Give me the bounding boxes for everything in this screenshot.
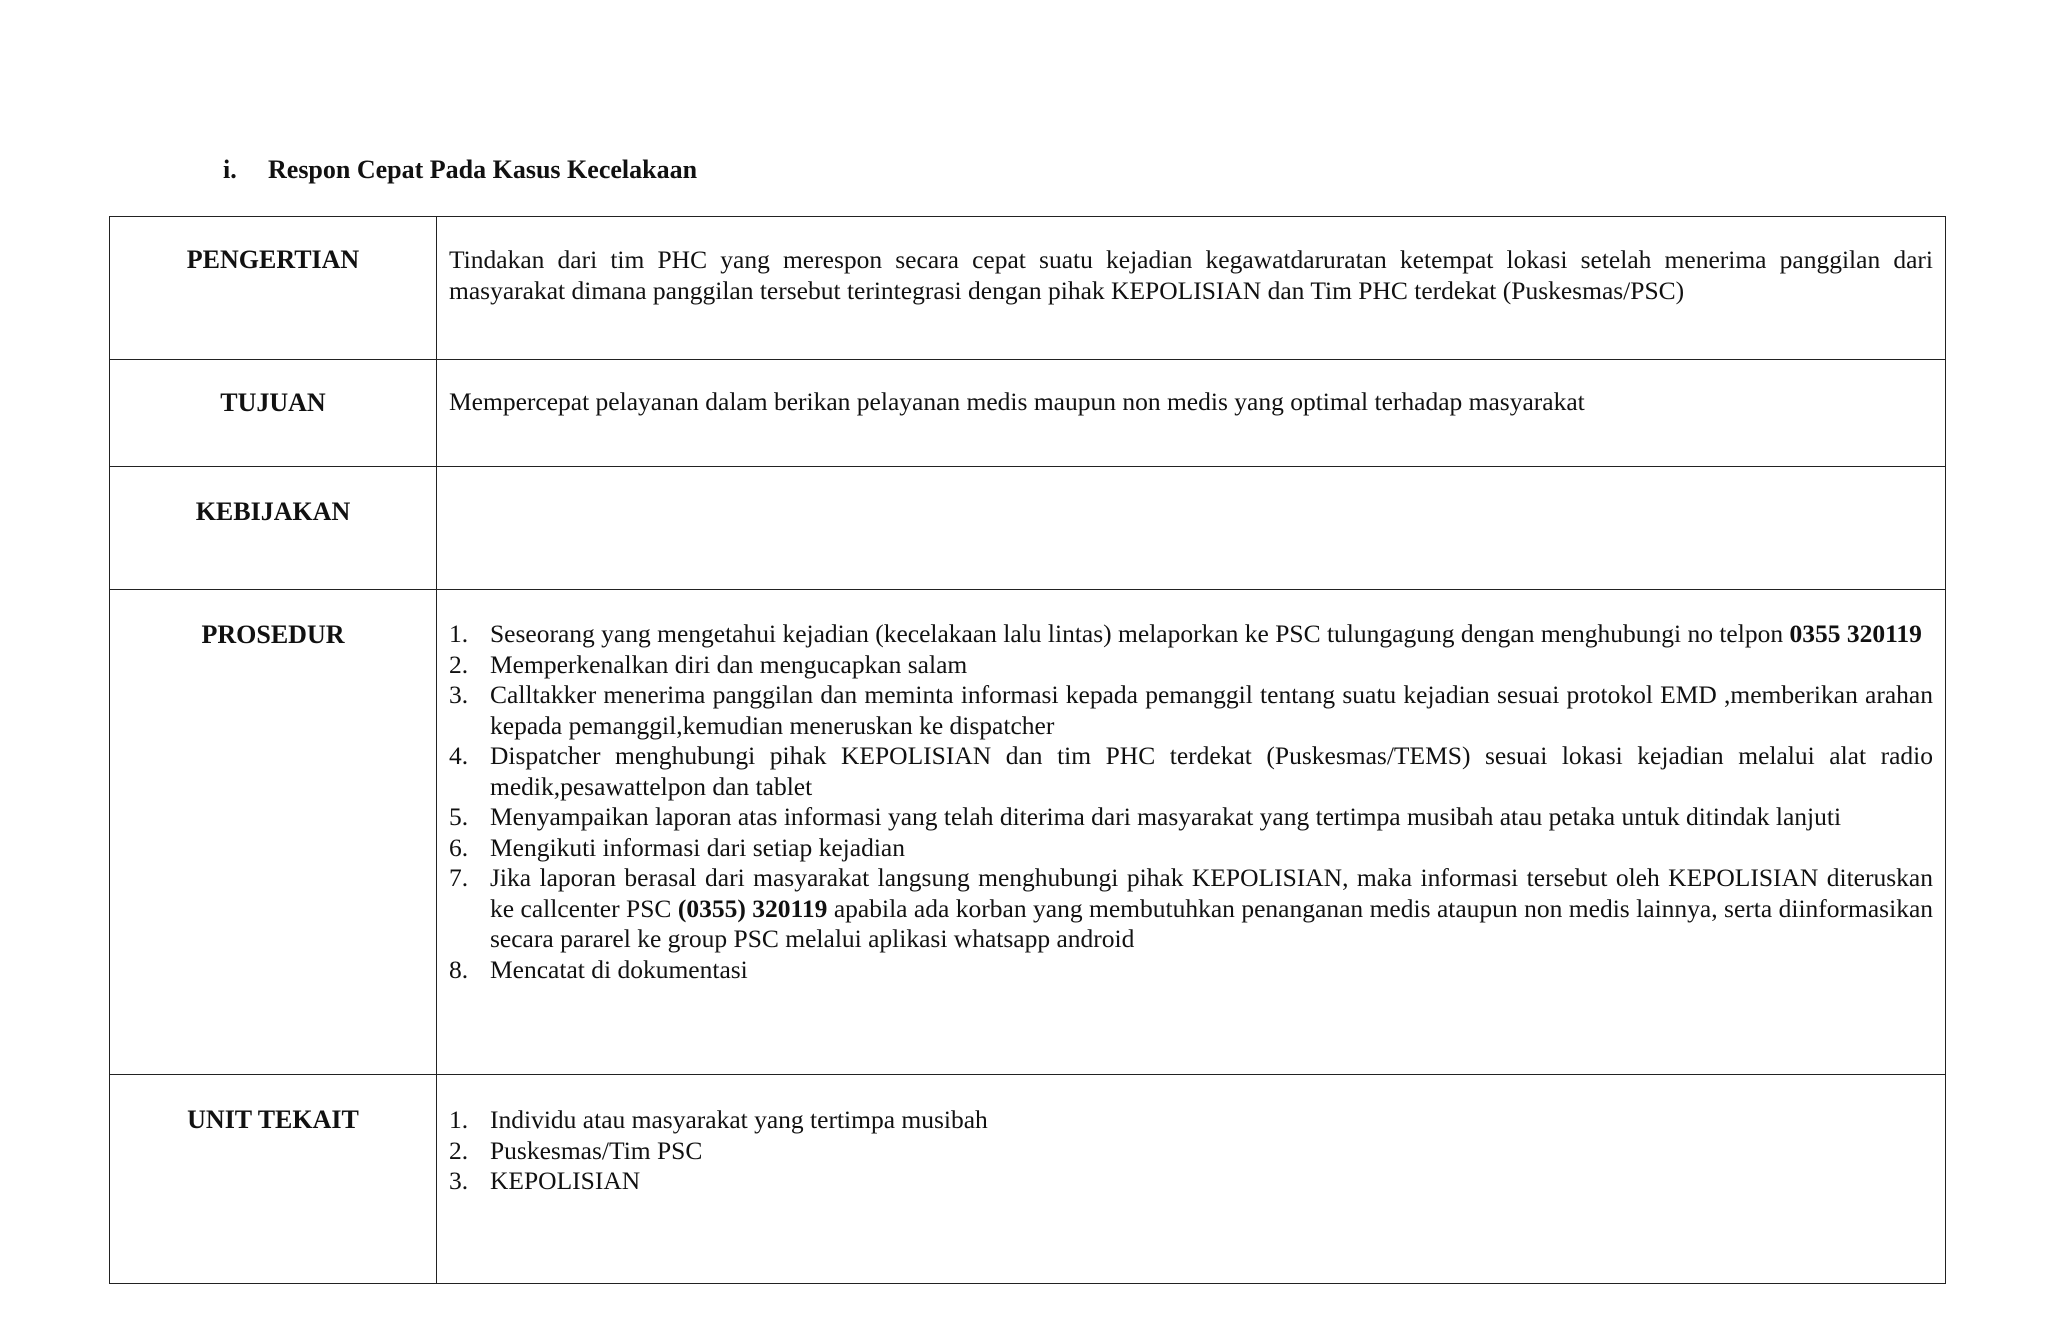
procedure-step [449,955,1933,986]
phone-number: 0355 320119 [1789,619,1922,648]
step-number: 3. [449,680,469,709]
section-title: Respon Cepat Pada Kasus Kecelakaan [268,155,698,184]
content-prosedur [437,590,1946,1075]
step-text: Calltakker menerima panggilan dan meminta informasi kepada pemanggil tentang suatu kejadian sesuai protokol EMD ,memberikan arahan kepada pemanggil,kemudian meneruskan ke dispatcher [490,680,1933,740]
step-text: Seseorang yang mengetahui kejadian (kecelakaan lalu lintas) melaporkan ke PSC tulungagung dengan menghubungi no telpon [490,619,1790,648]
procedure-step [449,619,1933,650]
label-kebijakan: KEBIJAKAN [110,467,437,590]
step-text: Mencatat di dokumentasi [490,954,748,984]
step-number: 4. [449,741,469,770]
unit-number: 3. [449,1166,469,1195]
step-number: 1. [449,619,469,648]
label-tujuan: TUJUAN [110,360,437,467]
content-pengertian: Tindakan dari tim PHC yang merespon secara cepat suatu kejadian kegawatdaruratan ketempat lokasi setelah menerima panggilan dari masyarakat dimana panggilan tersebut terintegrasi dengan pihak KEPOLISIAN dan Tim PHC terdekat (Puskesmas/PSC) [437,217,1946,360]
step-number: 5. [449,802,469,831]
step-text: Mengikuti informasi dari setiap kejadian [490,832,905,862]
row-pengertian [110,217,1946,360]
row-unit-terkait [110,1075,1946,1284]
step-text: Memperkenalkan diri dan mengucapkan salam [490,649,968,679]
unit-text: Puskesmas/Tim PSC [490,1135,703,1165]
procedure-step [449,833,1933,864]
content-unit-terkait [437,1075,1946,1284]
step-number: 8. [449,954,469,984]
unit-number: 1. [449,1105,469,1134]
content-kebijakan [437,467,1946,590]
row-tujuan [110,360,1946,467]
unit-item [449,1105,1933,1136]
section-heading [223,154,697,186]
unit-item [449,1166,1933,1197]
step-number: 7. [449,863,469,892]
procedure-step [449,650,1933,681]
unit-text: Individu atau masyarakat yang tertimpa musibah [490,1105,988,1134]
sop-table [109,216,1946,1284]
label-unit-terkait: UNIT TEKAIT [110,1075,437,1284]
procedure-step [449,741,1933,802]
step-text-continued: apabila ada korban yang membutuhkan penanganan medis ataupun non medis lainnya, serta diinformasikan secara pararel ke group PSC melalui aplikasi whatsapp android [490,893,1934,953]
step-number: 6. [449,832,469,862]
procedure-list [449,619,1933,985]
content-tujuan: Mempercepat pelayanan dalam berikan pelayanan medis maupun non medis yang optimal terhadap masyarakat [437,360,1946,467]
label-pengertian: PENGERTIAN [110,217,437,360]
procedure-step [449,802,1933,833]
procedure-step [449,680,1933,741]
unit-text: KEPOLISIAN [490,1166,641,1195]
step-number: 2. [449,649,469,679]
label-prosedur: PROSEDUR [110,590,437,1075]
row-prosedur [110,590,1946,1075]
phone-number: (0355) 320119 [677,893,828,923]
section-number: i. [223,155,237,184]
step-text: Jika laporan berasal dari masyarakat langsung menghubungi pihak KEPOLISIAN, maka informasi tersebut oleh KEPOLISIAN diteruskan ke callcenter PSC [490,863,1933,923]
unit-list [449,1105,1933,1197]
step-text: Dispatcher menghubungi pihak KEPOLISIAN dan tim PHC terdekat (Puskesmas/TEMS) sesuai lokasi kejadian melalui alat radio medik,pesawattelpon dan tablet [490,741,1933,801]
row-kebijakan [110,467,1946,590]
unit-number: 2. [449,1135,469,1165]
unit-item [449,1136,1933,1167]
procedure-step [449,863,1933,955]
step-text: Menyampaikan laporan atas informasi yang telah diterima dari masyarakat yang tertimpa musibah atau petaka untuk ditindak lanjuti [490,802,1842,831]
